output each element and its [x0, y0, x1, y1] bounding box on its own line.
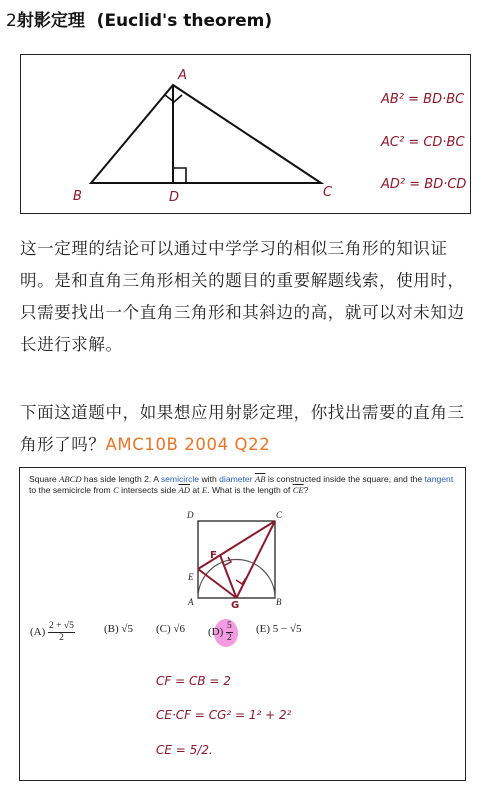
formula-ad: AD² = BD·CD: [381, 177, 467, 192]
work-line-3: CE = 5/2.: [156, 743, 213, 757]
choice-a[interactable]: (A) $\frac{2 + √5}{2}$: [30, 621, 74, 643]
work-line-1: CF = CB = 2: [156, 674, 231, 688]
triangle-abc: [91, 85, 321, 183]
work-line-2: CE·CF = CG² = 1² + 2²: [156, 708, 292, 722]
segment-ce: $\overline{CE}$: [292, 485, 304, 495]
choice-d[interactable]: (D) $\frac{5}{2}$: [208, 621, 232, 643]
problem-reference-link[interactable]: AMC10B 2004 Q22: [105, 435, 271, 454]
diameter-link[interactable]: diameter: [219, 474, 253, 484]
segment-ad: $\overline{AD}$: [178, 485, 190, 495]
segment-ab: $\overline{AB}$: [254, 474, 266, 484]
problem-statement: Square ABCD has side length 2. A semicircle with diameter $\overline{AB}$ is constructed inside the square, and the tangent to the semicircle from C intersects side $\overline{AD}$ at E. What is the length of $\overline{CE}$?: [29, 474, 454, 495]
section-number: 2: [6, 11, 17, 31]
section-title-cn: 射影定理: [16, 11, 85, 31]
square-semicircle-figure: [20, 468, 465, 780]
fig2-label-g: G: [231, 600, 240, 611]
fig2-label-c: C: [276, 510, 283, 520]
var-abcd: ABCD: [59, 474, 82, 484]
semicircle-link[interactable]: semicircle: [160, 474, 200, 484]
section-title-en: (Euclid's theorem): [96, 11, 273, 31]
choice-e[interactable]: (E) 5 − √5: [256, 623, 302, 635]
fig2-label-e: E: [188, 572, 194, 582]
choice-b[interactable]: (B) √5: [104, 623, 133, 635]
section-title: [6, 6, 272, 31]
fig2-label-b: B: [276, 597, 282, 607]
problem-screenshot: [19, 467, 466, 781]
choice-c[interactable]: (C) √6: [156, 623, 185, 635]
explanation-paragraph: 这一定理的结论可以通过中学学习的相似三角形的知识证明。是和直角三角形相关的题目的重要解题线索，使用时，只需要找出一个直角三角形和其斜边的高，就可以对未知边长进行求解。: [20, 239, 465, 354]
fig2-label-d: D: [187, 510, 194, 520]
label-d: D: [169, 190, 180, 205]
label-a: A: [178, 68, 187, 83]
var-c: C: [113, 485, 119, 495]
right-triangle-figure: [21, 55, 470, 213]
fig2-label-f: F: [210, 550, 217, 561]
formula-ac: AC² = CD·BC: [381, 135, 465, 150]
var-e: E: [201, 485, 208, 495]
label-b: B: [73, 189, 82, 204]
fig2-label-a: A: [188, 597, 194, 607]
right-angle-d: [173, 168, 186, 183]
formula-ab: AB² = BD·BC: [381, 92, 465, 107]
question-paragraph: [20, 397, 480, 461]
tangent-link[interactable]: tangent: [424, 474, 454, 484]
euclid-diagram: [20, 54, 471, 214]
label-c: C: [323, 185, 333, 200]
question-text: 下面这道题中，如果想应用射影定理，你找出需要的直角三角形了吗？: [20, 403, 465, 454]
